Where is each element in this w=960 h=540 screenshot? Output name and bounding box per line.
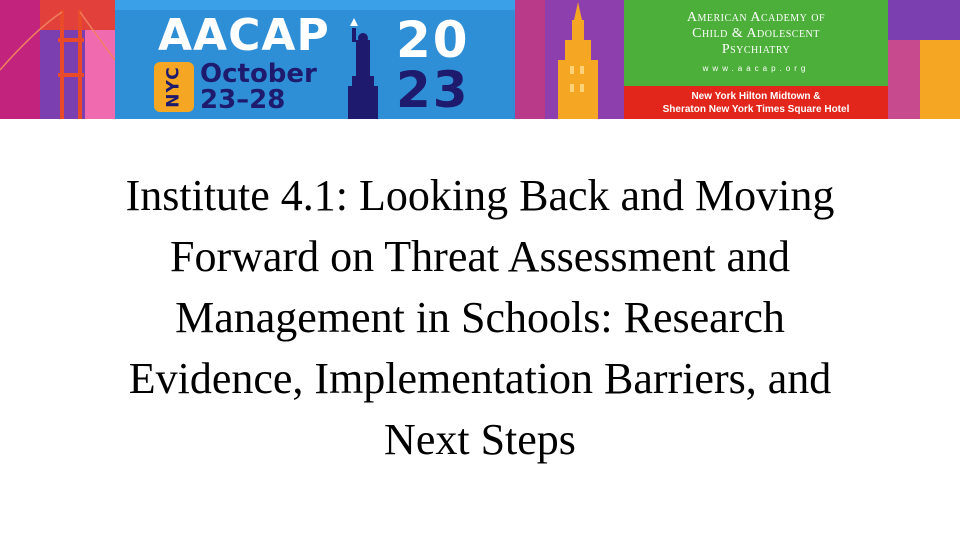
event-dates: 23–28 bbox=[200, 85, 286, 115]
city-badge bbox=[154, 62, 194, 112]
city-label: NYC bbox=[164, 66, 185, 108]
org-name-line-1: American Academy of bbox=[686, 10, 826, 25]
slide-title bbox=[30, 165, 930, 470]
venue-box bbox=[624, 86, 888, 119]
venue-line-2: Sheraton New York Times Square Hotel bbox=[662, 104, 850, 115]
title-line: Management in Schools: Research bbox=[175, 293, 785, 342]
title-line: Next Steps bbox=[384, 415, 576, 464]
org-name-line-2: Child & Adolescent bbox=[692, 26, 820, 41]
org-name-line-3: Psychiatry bbox=[721, 42, 791, 57]
conference-banner bbox=[0, 0, 960, 119]
org-url: www.aacap.org bbox=[702, 64, 810, 73]
title-line: Institute 4.1: Looking Back and Moving bbox=[125, 171, 835, 220]
event-month: October bbox=[200, 59, 317, 89]
event-acronym: AACAP bbox=[158, 10, 330, 61]
organization-logo bbox=[624, 0, 888, 86]
event-year-bottom: 23 bbox=[396, 61, 470, 119]
venue-line-1: New York Hilton Midtown & bbox=[691, 91, 821, 102]
title-line: Evidence, Implementation Barriers, and bbox=[128, 354, 832, 403]
title-line: Forward on Threat Assessment and bbox=[170, 232, 790, 281]
event-year-top: 20 bbox=[396, 11, 470, 69]
